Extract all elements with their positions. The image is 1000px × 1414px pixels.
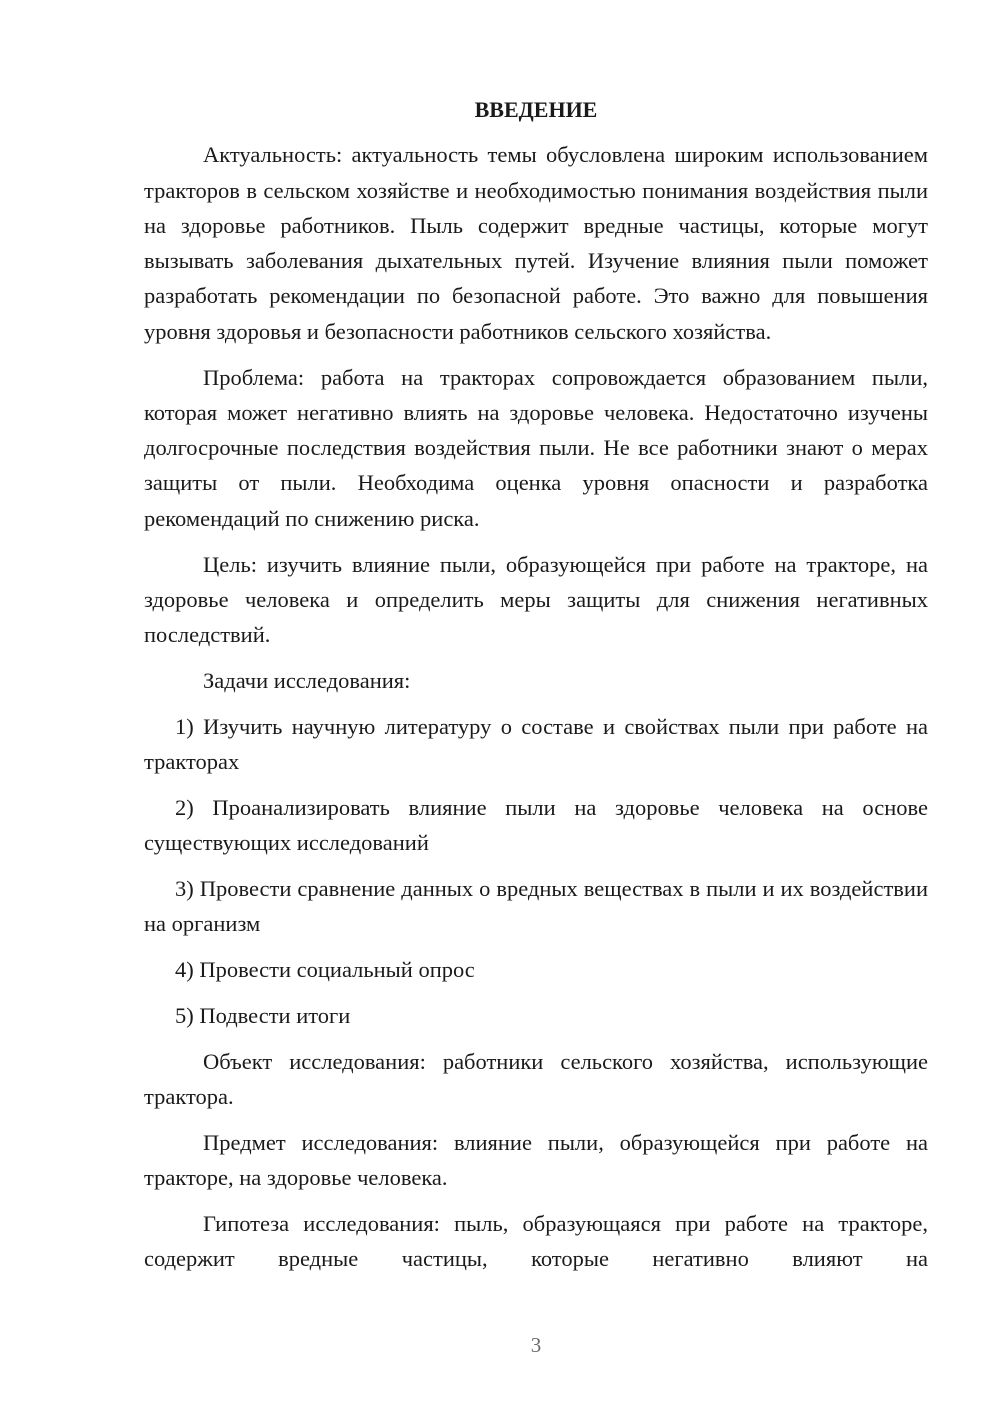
hypothesis-paragraph: Гипотеза исследования: пыль, образующаяся при работе на тракторе, содержит вредные частицы, которые негативно влияют на: [144, 1210, 928, 1272]
task-item: 3) Провести сравнение данных о вредных веществах в пыли и их воздействии на организм: [144, 875, 928, 937]
task-item: 4) Провести социальный опрос: [175, 957, 475, 983]
task-item: 1) Изучить научную литературу о составе и свойствах пыли при работе на тракторах: [144, 713, 928, 775]
goal-paragraph: Цель: изучить влияние пыли, образующейся при работе на тракторе, на здоровье человека и определить меры защиты для снижения негативных последствий.: [144, 551, 928, 648]
document-page: [144, 92, 928, 1276]
object-paragraph: Объект исследования: работники сельского хозяйства, использующие трактора.: [144, 1048, 928, 1109]
task-item: 2) Проанализировать влияние пыли на здоровье человека на основе существующих исследований: [144, 794, 928, 856]
section-title: ВВЕДЕНИЕ: [474, 97, 598, 122]
page-number: 3: [530, 1333, 542, 1357]
problem-paragraph: Проблема: работа на тракторах сопровождается образованием пыли, которая может негативно влиять на здоровье человека. Недостаточно изучены долгосрочные последствия воздействия пыли. Не все работники знают о мерах защиты от пыли. Необходима оценка уровня опасности и разработка рекомендаций по снижению риска.: [144, 364, 928, 531]
task-item: 5) Подвести итоги: [175, 1002, 351, 1028]
tasks-heading: Задачи исследования:: [203, 667, 411, 693]
relevance-paragraph: Актуальность: актуальность темы обусловлена широким использованием тракторов в сельском хозяйстве и необходимостью понимания воздействия пыли на здоровье работников. Пыль содержит вредные частицы, которые могут вызывать заболевания дыхательных путей. Изучение влияния пыли поможет разработать рекомендации по безопасной работе. Это важно для повышения уровня здоровья и безопасности работников сельского хозяйства.: [144, 142, 928, 344]
subject-paragraph: Предмет исследования: влияние пыли, образующейся при работе на тракторе, на здоровье человека.: [144, 1129, 928, 1191]
